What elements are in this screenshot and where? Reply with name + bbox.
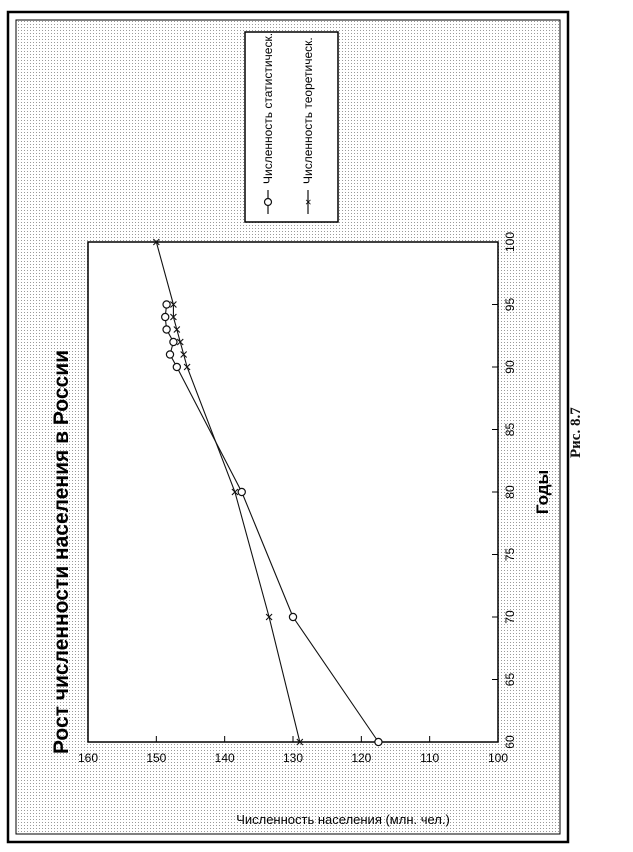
y-axis-label: Численность населения (млн. чел.) bbox=[236, 812, 450, 827]
x-tick-label: 65 bbox=[503, 672, 517, 687]
legend-label-statistical: Численность статистическ. bbox=[261, 32, 275, 184]
y-tick-label: 130 bbox=[282, 751, 304, 765]
caption-text: Рис. 8.7 bbox=[568, 407, 584, 458]
legend bbox=[245, 32, 338, 222]
data-point-circle bbox=[163, 326, 170, 333]
x-tick-label: 100 bbox=[503, 231, 517, 253]
x-tick-label: 70 bbox=[503, 610, 517, 624]
legend-circle-icon bbox=[265, 199, 272, 206]
y-tick-label: 110 bbox=[420, 751, 440, 765]
data-point-circle bbox=[163, 301, 170, 308]
y-tick-label: 160 bbox=[77, 751, 99, 765]
x-tick-label: 80 bbox=[503, 485, 517, 499]
legend-x-icon: × bbox=[303, 198, 315, 206]
x-tick-label: 60 bbox=[503, 735, 517, 749]
data-point-circle bbox=[162, 313, 169, 320]
y-tick-label: 140 bbox=[214, 751, 235, 765]
data-point-circle bbox=[238, 488, 245, 495]
legend-label-theoretical: Численность теоретическ. bbox=[301, 37, 315, 184]
y-tick-label: 150 bbox=[146, 751, 167, 765]
x-tick-label: 90 bbox=[503, 360, 517, 374]
y-tick-label: 100 bbox=[487, 751, 509, 765]
legend-box bbox=[245, 32, 338, 222]
x-tick-label: 95 bbox=[503, 297, 517, 312]
chart-title: Рост численности населения в России bbox=[50, 349, 73, 755]
figure-caption bbox=[568, 394, 608, 458]
data-point-circle bbox=[375, 738, 382, 745]
x-tick-label: 85 bbox=[503, 422, 517, 437]
data-point-circle bbox=[170, 338, 177, 345]
x-axis-label: Годы bbox=[533, 469, 552, 515]
plot-area bbox=[88, 242, 498, 742]
data-point-circle bbox=[289, 613, 296, 620]
x-tick-label: 75 bbox=[503, 547, 517, 562]
data-point-circle bbox=[166, 351, 173, 358]
y-tick-label: 120 bbox=[351, 751, 372, 765]
data-point-circle bbox=[173, 363, 180, 370]
